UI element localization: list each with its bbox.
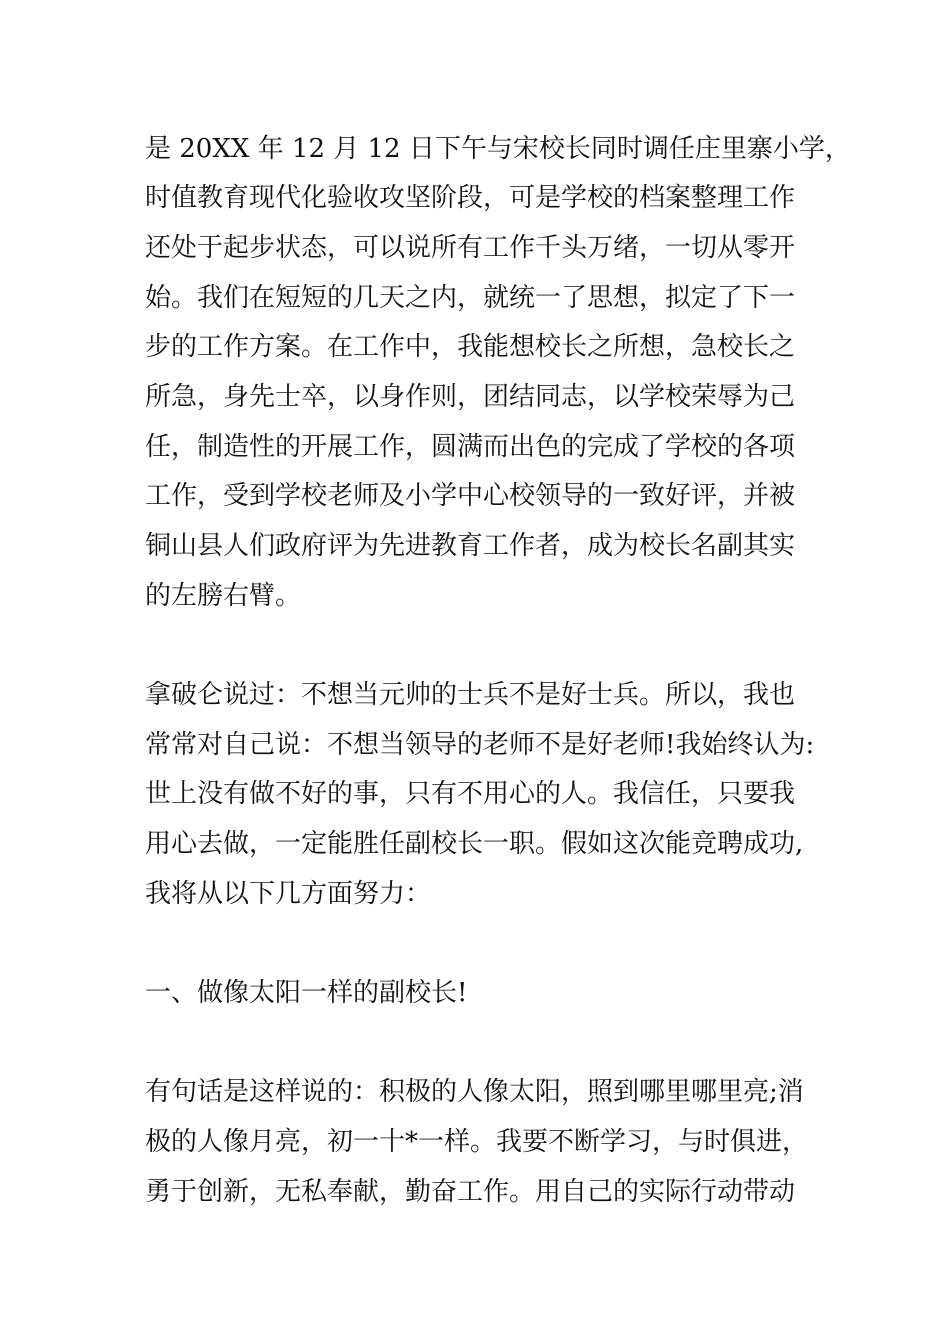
text-line: 始。我们在短短的几天之内，就统一了思想，拟定了下一 (145, 283, 796, 313)
heading-line: 一、做像太阳一样的副校长! (145, 978, 468, 1008)
text-line: 所急，身先士卒，以身作则，团结同志，以学校荣辱为己 (145, 382, 796, 412)
text-line: 常常对自己说：不想当领导的老师不是好老师!我始终认为: (145, 730, 815, 760)
text-line: 工作，受到学校老师及小学中心校领导的一致好评，并被 (145, 481, 796, 511)
text-line: 勇于创新，无私奉献，勤奋工作。用自己的实际行动带动 (145, 1177, 796, 1207)
text-line: 是 20XX 年 12 月 12 日下午与宋校长同时调任庄里寨小学， (145, 134, 851, 164)
text-line: 时值教育现代化验收攻坚阶段，可是学校的档案整理工作 (145, 183, 796, 213)
text-line: 铜山县人们政府评为先进教育工作者，成为校长名副其实 (145, 531, 796, 561)
text-line: 用心去做，一定能胜任副校长一职。假如这次能竞聘成功, (145, 829, 804, 859)
text-line: 极的人像月亮，初一十*一样。我要不断学习，与时俱进， (145, 1127, 809, 1157)
text-line: 任，制造性的开展工作，圆满而出色的完成了学校的各项 (145, 432, 796, 462)
text-line: 拿破仑说过：不想当元帅的士兵不是好士兵。所以，我也 (145, 680, 796, 710)
text-line: 我将从以下几方面努力： (145, 879, 432, 909)
text-line: 世上没有做不好的事，只有不用心的人。我信任，只要我 (145, 779, 796, 809)
text-line: 还处于起步状态，可以说所有工作千头万绪，一切从零开 (145, 233, 796, 263)
text-line: 的左膀右臂。 (145, 581, 302, 611)
text-line: 有句话是这样说的：积极的人像太阳，照到哪里哪里亮;消 (145, 1077, 804, 1107)
text-line: 步的工作方案。在工作中，我能想校长之所想，急校长之 (145, 332, 796, 362)
